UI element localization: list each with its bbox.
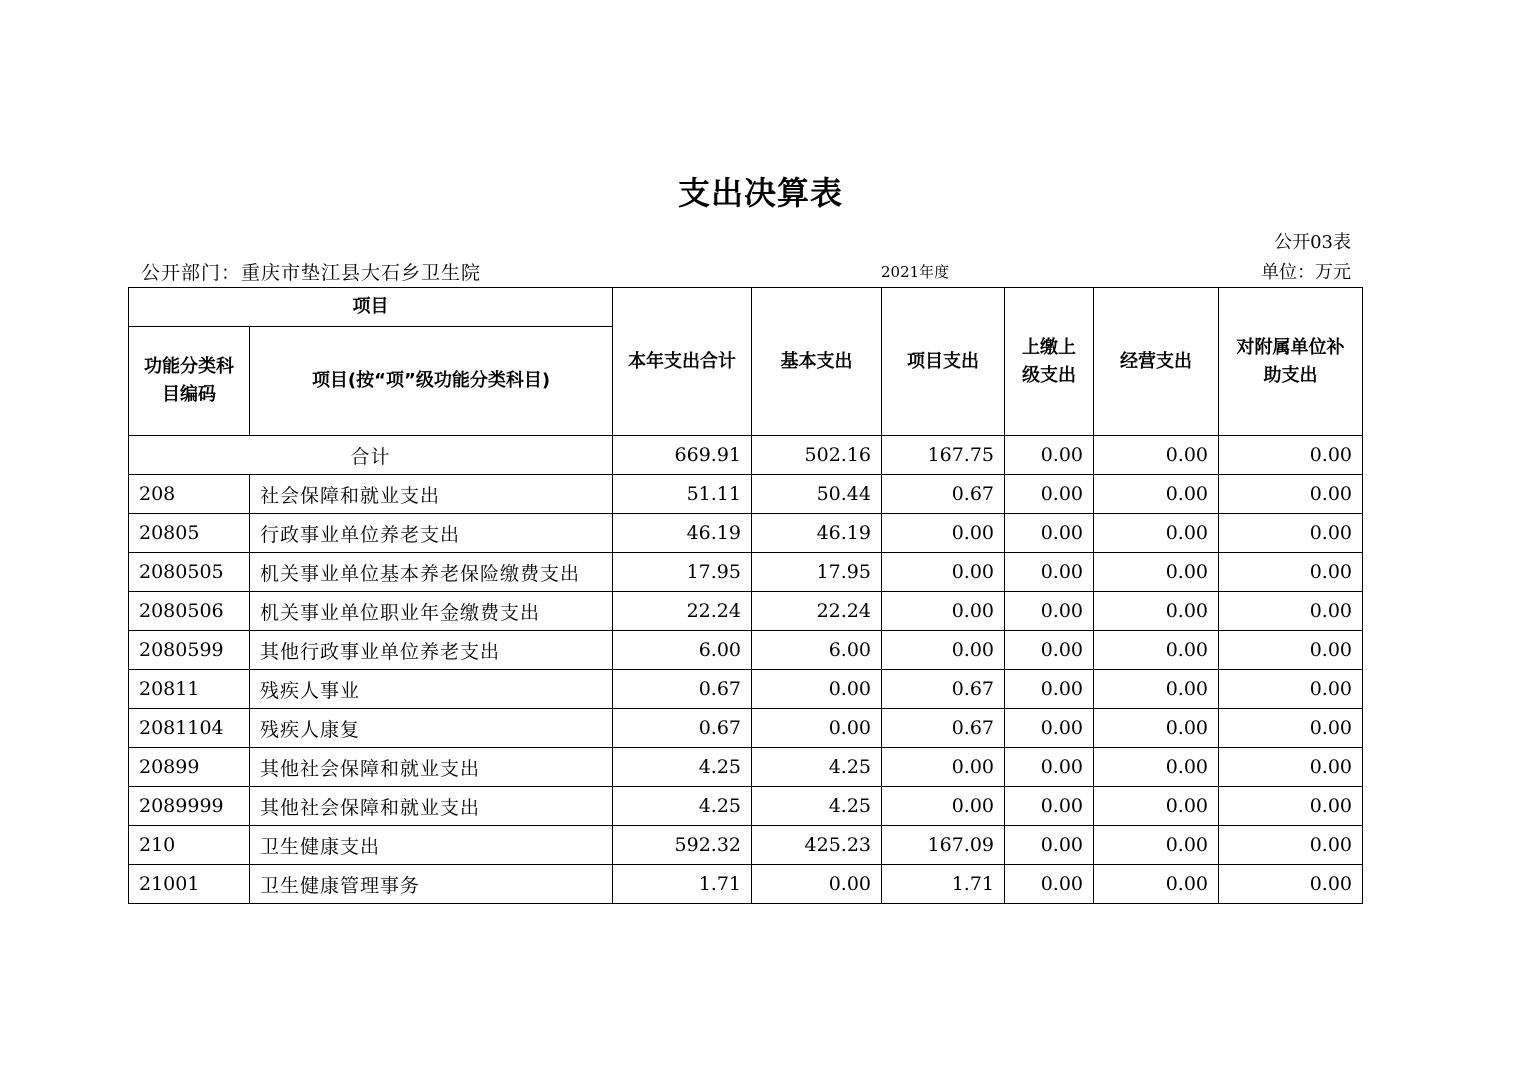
header-code: 功能分类科目编码	[129, 327, 250, 436]
header-item-group: 项目	[129, 288, 613, 327]
form-number: 公开03表	[1274, 232, 1351, 253]
header-subsidy: 对附属单位补助支出	[1219, 288, 1363, 436]
project-cell: 0.00	[882, 514, 1005, 553]
code-cell: 20811	[129, 670, 250, 709]
project-cell: 0.67	[882, 709, 1005, 748]
table-row	[129, 709, 1363, 748]
header-basic: 基本支出	[752, 288, 882, 436]
name-cell: 卫生健康管理事务	[250, 865, 613, 904]
total-cell: 592.32	[613, 826, 752, 865]
subsidy-cell: 0.00	[1219, 436, 1363, 475]
name-cell: 机关事业单位基本养老保险缴费支出	[250, 553, 613, 592]
remit-cell: 0.00	[1005, 826, 1094, 865]
remit-cell: 0.00	[1005, 631, 1094, 670]
table-row	[129, 592, 1363, 631]
code-cell: 2080506	[129, 592, 250, 631]
subsidy-cell: 0.00	[1219, 826, 1363, 865]
business-cell: 0.00	[1094, 709, 1219, 748]
total-cell: 1.71	[613, 865, 752, 904]
header-remit: 上缴上级支出	[1005, 288, 1094, 436]
remit-cell: 0.00	[1005, 787, 1094, 826]
code-cell: 2080505	[129, 553, 250, 592]
remit-cell: 0.00	[1005, 436, 1094, 475]
business-cell: 0.00	[1094, 670, 1219, 709]
code-cell: 20805	[129, 514, 250, 553]
subsidy-cell: 0.00	[1219, 592, 1363, 631]
basic-cell: 0.00	[752, 709, 882, 748]
header-business: 经营支出	[1094, 288, 1219, 436]
basic-cell: 425.23	[752, 826, 882, 865]
basic-cell: 0.00	[752, 865, 882, 904]
subsidy-cell: 0.00	[1219, 631, 1363, 670]
code-cell: 20899	[129, 748, 250, 787]
table-row	[129, 787, 1363, 826]
table-row	[129, 748, 1363, 787]
remit-cell: 0.00	[1005, 709, 1094, 748]
project-cell: 167.75	[882, 436, 1005, 475]
fiscal-year: 2021年度	[881, 263, 950, 281]
business-cell: 0.00	[1094, 592, 1219, 631]
subsidy-cell: 0.00	[1219, 865, 1363, 904]
name-cell: 机关事业单位职业年金缴费支出	[250, 592, 613, 631]
total-cell: 0.67	[613, 670, 752, 709]
code-cell: 21001	[129, 865, 250, 904]
basic-cell: 4.25	[752, 748, 882, 787]
name-cell: 其他行政事业单位养老支出	[250, 631, 613, 670]
total-cell: 4.25	[613, 787, 752, 826]
total-label: 合计	[129, 436, 613, 475]
business-cell: 0.00	[1094, 553, 1219, 592]
business-cell: 0.00	[1094, 631, 1219, 670]
code-cell: 2081104	[129, 709, 250, 748]
project-cell: 0.00	[882, 553, 1005, 592]
table-row	[129, 514, 1363, 553]
total-cell: 0.67	[613, 709, 752, 748]
name-cell: 其他社会保障和就业支出	[250, 748, 613, 787]
subsidy-cell: 0.00	[1219, 787, 1363, 826]
name-cell: 卫生健康支出	[250, 826, 613, 865]
subsidy-cell: 0.00	[1219, 670, 1363, 709]
remit-cell: 0.00	[1005, 475, 1094, 514]
basic-cell: 50.44	[752, 475, 882, 514]
project-cell: 167.09	[882, 826, 1005, 865]
basic-cell: 502.16	[752, 436, 882, 475]
subsidy-cell: 0.00	[1219, 709, 1363, 748]
total-row	[129, 436, 1363, 475]
name-cell: 行政事业单位养老支出	[250, 514, 613, 553]
unit-label: 单位：万元	[1261, 262, 1351, 283]
table-row	[129, 475, 1363, 514]
business-cell: 0.00	[1094, 514, 1219, 553]
basic-cell: 6.00	[752, 631, 882, 670]
code-cell: 210	[129, 826, 250, 865]
code-cell: 2089999	[129, 787, 250, 826]
business-cell: 0.00	[1094, 787, 1219, 826]
project-cell: 0.00	[882, 748, 1005, 787]
remit-cell: 0.00	[1005, 670, 1094, 709]
business-cell: 0.00	[1094, 865, 1219, 904]
header-total: 本年支出合计	[613, 288, 752, 436]
subsidy-cell: 0.00	[1219, 514, 1363, 553]
total-cell: 4.25	[613, 748, 752, 787]
project-cell: 0.67	[882, 670, 1005, 709]
business-cell: 0.00	[1094, 826, 1219, 865]
remit-cell: 0.00	[1005, 748, 1094, 787]
code-cell: 2080599	[129, 631, 250, 670]
basic-cell: 4.25	[752, 787, 882, 826]
total-cell: 51.11	[613, 475, 752, 514]
total-cell: 46.19	[613, 514, 752, 553]
project-cell: 1.71	[882, 865, 1005, 904]
project-cell: 0.00	[882, 787, 1005, 826]
name-cell: 残疾人事业	[250, 670, 613, 709]
basic-cell: 0.00	[752, 670, 882, 709]
document-title: 支出决算表	[677, 174, 843, 212]
name-cell: 其他社会保障和就业支出	[250, 787, 613, 826]
remit-cell: 0.00	[1005, 592, 1094, 631]
remit-cell: 0.00	[1005, 514, 1094, 553]
name-cell: 社会保障和就业支出	[250, 475, 613, 514]
remit-cell: 0.00	[1005, 865, 1094, 904]
expenditure-table	[128, 287, 1363, 904]
department-label: 公开部门：重庆市垫江县大石乡卫生院	[141, 262, 482, 284]
table-row	[129, 631, 1363, 670]
subsidy-cell: 0.00	[1219, 748, 1363, 787]
total-cell: 22.24	[613, 592, 752, 631]
total-cell: 669.91	[613, 436, 752, 475]
project-cell: 0.00	[882, 631, 1005, 670]
table-row	[129, 826, 1363, 865]
total-cell: 17.95	[613, 553, 752, 592]
project-cell: 0.67	[882, 475, 1005, 514]
business-cell: 0.00	[1094, 436, 1219, 475]
table-row	[129, 553, 1363, 592]
business-cell: 0.00	[1094, 475, 1219, 514]
remit-cell: 0.00	[1005, 553, 1094, 592]
basic-cell: 17.95	[752, 553, 882, 592]
subsidy-cell: 0.00	[1219, 475, 1363, 514]
subsidy-cell: 0.00	[1219, 553, 1363, 592]
project-cell: 0.00	[882, 592, 1005, 631]
code-cell: 208	[129, 475, 250, 514]
header-name: 项目(按“项”级功能分类科目)	[250, 327, 613, 436]
table-row	[129, 865, 1363, 904]
total-cell: 6.00	[613, 631, 752, 670]
header-project: 项目支出	[882, 288, 1005, 436]
table-row	[129, 670, 1363, 709]
basic-cell: 22.24	[752, 592, 882, 631]
name-cell: 残疾人康复	[250, 709, 613, 748]
business-cell: 0.00	[1094, 748, 1219, 787]
basic-cell: 46.19	[752, 514, 882, 553]
